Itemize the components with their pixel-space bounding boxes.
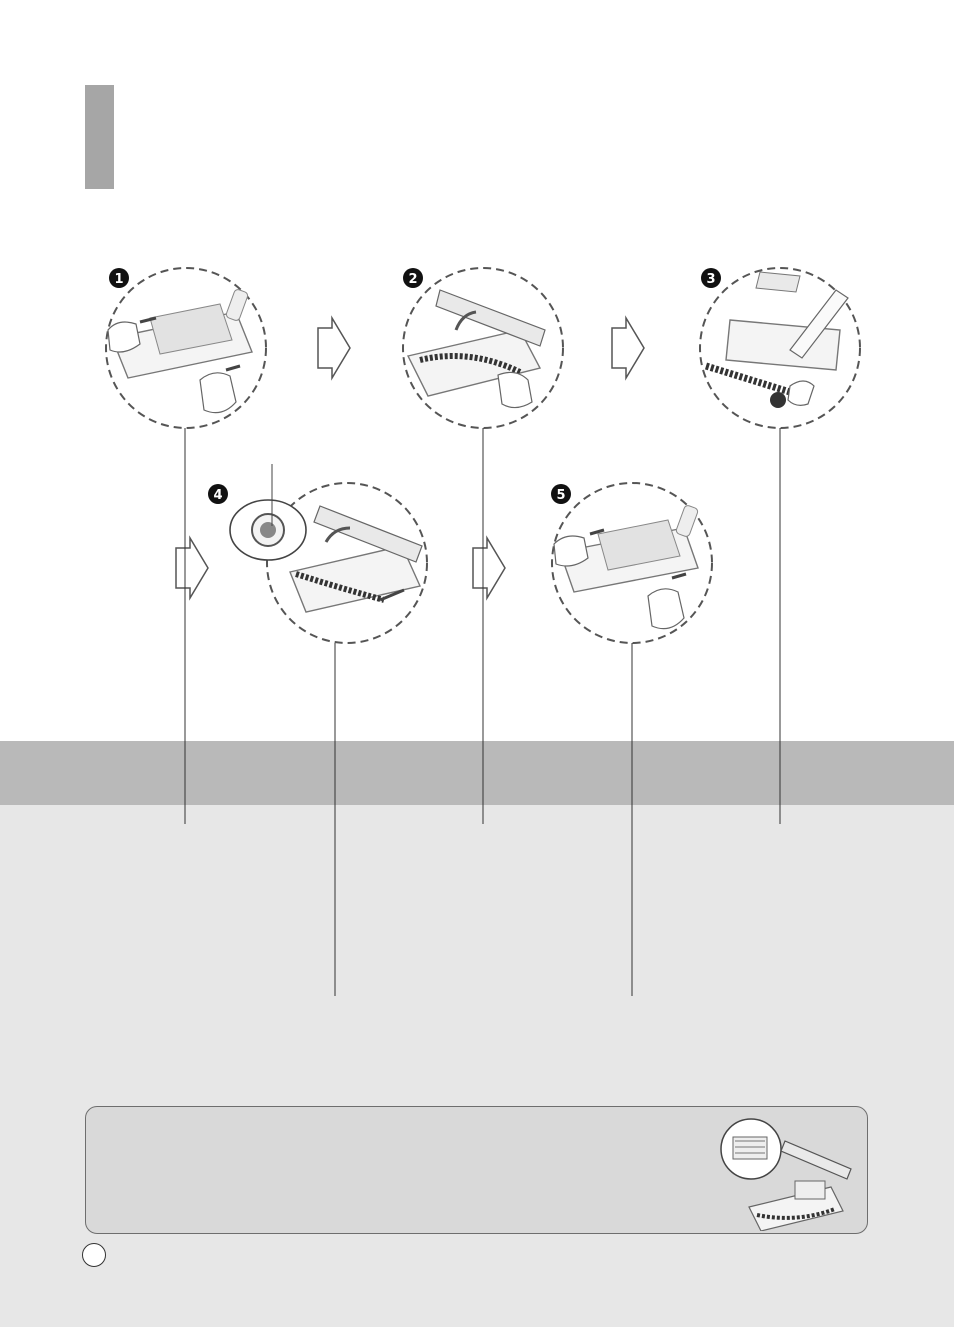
step-4-badge bbox=[208, 484, 228, 504]
step-4-number: 4 bbox=[213, 488, 223, 503]
vacuum-brush-head-open-illustration bbox=[709, 1111, 859, 1231]
next-arrow-icon bbox=[318, 318, 350, 378]
note-box bbox=[85, 1106, 868, 1234]
step-2-badge bbox=[403, 268, 423, 288]
step-1-number: 1 bbox=[114, 272, 124, 287]
next-arrow-icon bbox=[473, 538, 505, 598]
step-5-number: 5 bbox=[556, 488, 566, 503]
step-2-illustration bbox=[403, 268, 563, 428]
next-arrow-icon bbox=[612, 318, 644, 378]
step-1-badge bbox=[109, 268, 129, 288]
step-5-badge bbox=[551, 484, 571, 504]
step-3-illustration bbox=[700, 268, 860, 428]
step-2-number: 2 bbox=[408, 272, 418, 287]
step-3-number: 3 bbox=[706, 272, 716, 287]
next-arrow-icon bbox=[176, 538, 208, 598]
step-1-illustration bbox=[106, 268, 266, 428]
step-3-badge bbox=[701, 268, 721, 288]
step-5-illustration bbox=[552, 483, 712, 643]
page-number-circle bbox=[82, 1243, 106, 1267]
step-4-detail-callout bbox=[230, 464, 306, 560]
